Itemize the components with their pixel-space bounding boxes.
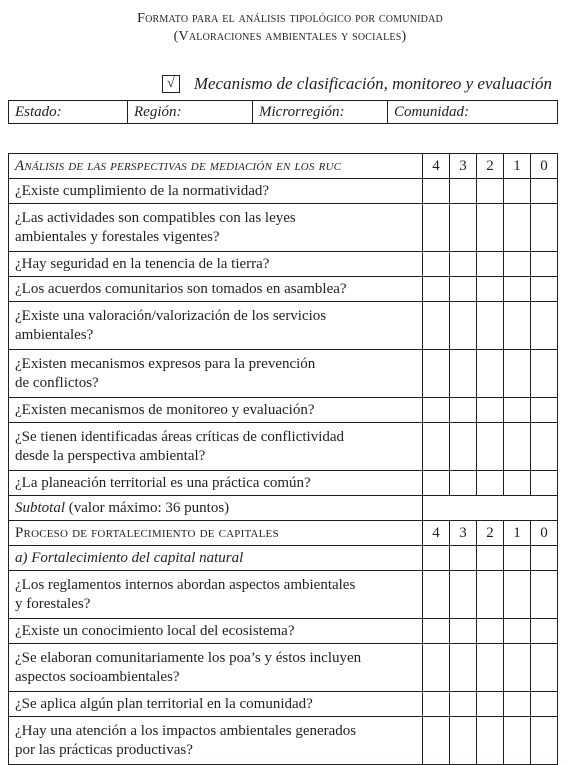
score-cell[interactable] (531, 644, 558, 692)
score-cell[interactable] (450, 571, 477, 619)
location-table (8, 100, 558, 124)
question-text (9, 179, 423, 204)
subtotal-label: Subtotal (15, 499, 66, 516)
question-text (9, 717, 423, 765)
score-cell[interactable] (423, 252, 450, 277)
score-cell[interactable] (450, 398, 477, 423)
question-row (9, 471, 558, 496)
section-header-row (9, 521, 558, 546)
score-header: 0 (531, 154, 558, 179)
score-header: 0 (531, 521, 558, 546)
score-cell[interactable] (504, 571, 531, 619)
question-line: aspectos socioambientales? (15, 668, 180, 685)
score-cell[interactable] (477, 619, 504, 644)
question-row (9, 277, 558, 302)
question-text (9, 302, 423, 350)
question-text (9, 644, 423, 692)
score-header: 1 (504, 154, 531, 179)
score-cell[interactable] (477, 571, 504, 619)
score-cell[interactable] (477, 717, 504, 765)
question-text (9, 692, 423, 717)
score-cell[interactable] (531, 252, 558, 277)
question-text (9, 204, 423, 252)
question-text (9, 423, 423, 471)
question-line: ¿Existe un conocimiento local del ecosistema? (15, 622, 295, 639)
score-cell[interactable] (450, 252, 477, 277)
score-cell[interactable] (504, 302, 531, 350)
score-cell[interactable] (423, 471, 450, 496)
score-header: 2 (477, 154, 504, 179)
score-cell[interactable] (450, 717, 477, 765)
question-row (9, 423, 558, 471)
evaluation-table (8, 153, 558, 765)
score-cell[interactable] (423, 302, 450, 350)
score-cell[interactable] (450, 302, 477, 350)
question-line: ¿La planeación territorial es una práctica común? (15, 474, 311, 491)
score-cell[interactable] (531, 302, 558, 350)
score-cell[interactable] (450, 423, 477, 471)
score-cell[interactable] (477, 179, 504, 204)
question-text (9, 619, 423, 644)
question-row (9, 179, 558, 204)
score-cell[interactable] (504, 277, 531, 302)
subtotal-value[interactable] (423, 496, 558, 521)
score-cell[interactable] (504, 252, 531, 277)
score-cell[interactable] (423, 571, 450, 619)
score-header: 1 (504, 521, 531, 546)
score-cell[interactable] (423, 204, 450, 252)
score-cell (504, 546, 531, 571)
question-line: ¿Hay una atención a los impactos ambientales generados (15, 722, 357, 739)
question-line: ¿Existen mecanismos expresos para la prevención (15, 355, 316, 372)
mechanism-checkbox[interactable]: √ (162, 75, 180, 93)
microregion-field[interactable]: Microrregión: (253, 101, 388, 124)
score-header: 4 (423, 521, 450, 546)
question-line: por las prácticas productivas? (15, 741, 193, 758)
score-cell[interactable] (423, 692, 450, 717)
question-line: y forestales? (15, 595, 91, 612)
score-header: 3 (450, 521, 477, 546)
score-cell[interactable] (477, 252, 504, 277)
question-line: ¿Existen mecanismos de monitoreo y evaluación? (15, 401, 315, 418)
score-cell[interactable] (504, 692, 531, 717)
question-line: desde la perspectiva ambiental? (15, 447, 206, 464)
score-cell[interactable] (450, 471, 477, 496)
score-cell[interactable] (450, 644, 477, 692)
question-row (9, 644, 558, 692)
score-header: 4 (423, 154, 450, 179)
score-cell[interactable] (531, 423, 558, 471)
question-text (9, 350, 423, 398)
score-cell[interactable] (423, 350, 450, 398)
score-cell[interactable] (423, 717, 450, 765)
form-subtitle: (Valoraciones ambientales y sociales) (173, 29, 407, 44)
question-line: ambientales y forestales vigentes? (15, 228, 220, 245)
score-cell[interactable] (531, 398, 558, 423)
question-line: ¿Se tienen identificadas áreas críticas de conflictividad (15, 428, 345, 445)
question-text (9, 571, 423, 619)
score-cell[interactable] (423, 398, 450, 423)
subtotal-note: (valor máximo: 36 puntos) (68, 499, 230, 516)
mechanism-label: Mecanismo de clasificación, monitoreo y evaluación (193, 74, 552, 93)
question-line: ¿Hay seguridad en la tenencia de la tierra? (15, 255, 270, 272)
evaluation-table-body (9, 154, 558, 765)
score-cell[interactable] (450, 692, 477, 717)
score-cell[interactable] (477, 471, 504, 496)
question-line: ¿Se aplica algún plan territorial en la comunidad? (15, 695, 313, 712)
score-cell[interactable] (504, 644, 531, 692)
score-cell[interactable] (504, 423, 531, 471)
question-row (9, 350, 558, 398)
question-text (9, 398, 423, 423)
question-row (9, 398, 558, 423)
subtotal-text (9, 496, 423, 521)
score-cell[interactable] (504, 717, 531, 765)
score-cell[interactable] (504, 350, 531, 398)
score-cell (477, 546, 504, 571)
score-cell[interactable] (531, 179, 558, 204)
score-cell[interactable] (450, 277, 477, 302)
score-cell[interactable] (477, 692, 504, 717)
score-cell[interactable] (477, 204, 504, 252)
question-row (9, 619, 558, 644)
score-cell[interactable] (477, 398, 504, 423)
score-cell[interactable] (423, 277, 450, 302)
question-row (9, 204, 558, 252)
score-cell[interactable] (531, 692, 558, 717)
question-text (9, 252, 423, 277)
question-line: ¿Existe cumplimiento de la normatividad? (15, 182, 270, 199)
score-cell[interactable] (450, 619, 477, 644)
subsection-title: a) Fortalecimiento del capital natural (9, 546, 423, 571)
score-cell[interactable] (531, 471, 558, 496)
score-cell[interactable] (531, 571, 558, 619)
score-cell (423, 546, 450, 571)
question-row (9, 252, 558, 277)
question-row (9, 571, 558, 619)
section-title: Proceso de fortalecimiento de capitales (9, 521, 423, 546)
comunidad-field[interactable]: Comunidad: (388, 101, 558, 124)
question-line: ¿Las actividades son compatibles con las leyes (15, 209, 296, 226)
score-header: 2 (477, 521, 504, 546)
score-cell (450, 546, 477, 571)
score-cell[interactable] (531, 350, 558, 398)
form-title: Formato para el análisis tipológico por comunidad (137, 11, 443, 26)
mechanism-row (162, 74, 552, 94)
question-line: ¿Existe una valoración/valorización de los servicios (15, 307, 327, 324)
question-row (9, 302, 558, 350)
score-cell[interactable] (450, 350, 477, 398)
score-cell[interactable] (423, 619, 450, 644)
score-cell[interactable] (531, 717, 558, 765)
score-cell[interactable] (504, 179, 531, 204)
score-cell[interactable] (531, 277, 558, 302)
score-cell[interactable] (477, 302, 504, 350)
question-line: ambientales? (15, 326, 94, 343)
subsection-row (9, 546, 558, 571)
question-line: ¿Los reglamentos internos abordan aspectos ambientales (15, 576, 356, 593)
question-line: ¿Se elaboran comunitariamente los poa’s y éstos incluyen (15, 649, 362, 666)
score-cell[interactable] (531, 619, 558, 644)
question-line: ¿Los acuerdos comunitarios son tomados en asamblea? (15, 280, 347, 297)
question-row (9, 692, 558, 717)
score-cell[interactable] (477, 423, 504, 471)
question-line: de conflictos? (15, 374, 99, 391)
region-field[interactable]: Región: (128, 101, 253, 124)
score-cell[interactable] (504, 471, 531, 496)
score-cell[interactable] (531, 204, 558, 252)
question-text (9, 277, 423, 302)
score-cell[interactable] (504, 204, 531, 252)
score-header: 3 (450, 154, 477, 179)
score-cell[interactable] (450, 179, 477, 204)
score-cell[interactable] (504, 619, 531, 644)
score-cell[interactable] (477, 644, 504, 692)
score-cell[interactable] (450, 204, 477, 252)
score-cell[interactable] (504, 398, 531, 423)
score-cell[interactable] (477, 350, 504, 398)
question-row (9, 717, 558, 765)
score-cell[interactable] (423, 644, 450, 692)
question-text (9, 471, 423, 496)
score-cell (531, 546, 558, 571)
score-cell[interactable] (423, 423, 450, 471)
score-cell[interactable] (477, 277, 504, 302)
score-cell[interactable] (423, 179, 450, 204)
form-header (0, 10, 580, 46)
subtotal-row (9, 496, 558, 521)
section-title: Análisis de las perspectivas de mediación en los ruc (9, 154, 423, 179)
section-header-row (9, 154, 558, 179)
estado-field[interactable]: Estado: (9, 101, 128, 124)
